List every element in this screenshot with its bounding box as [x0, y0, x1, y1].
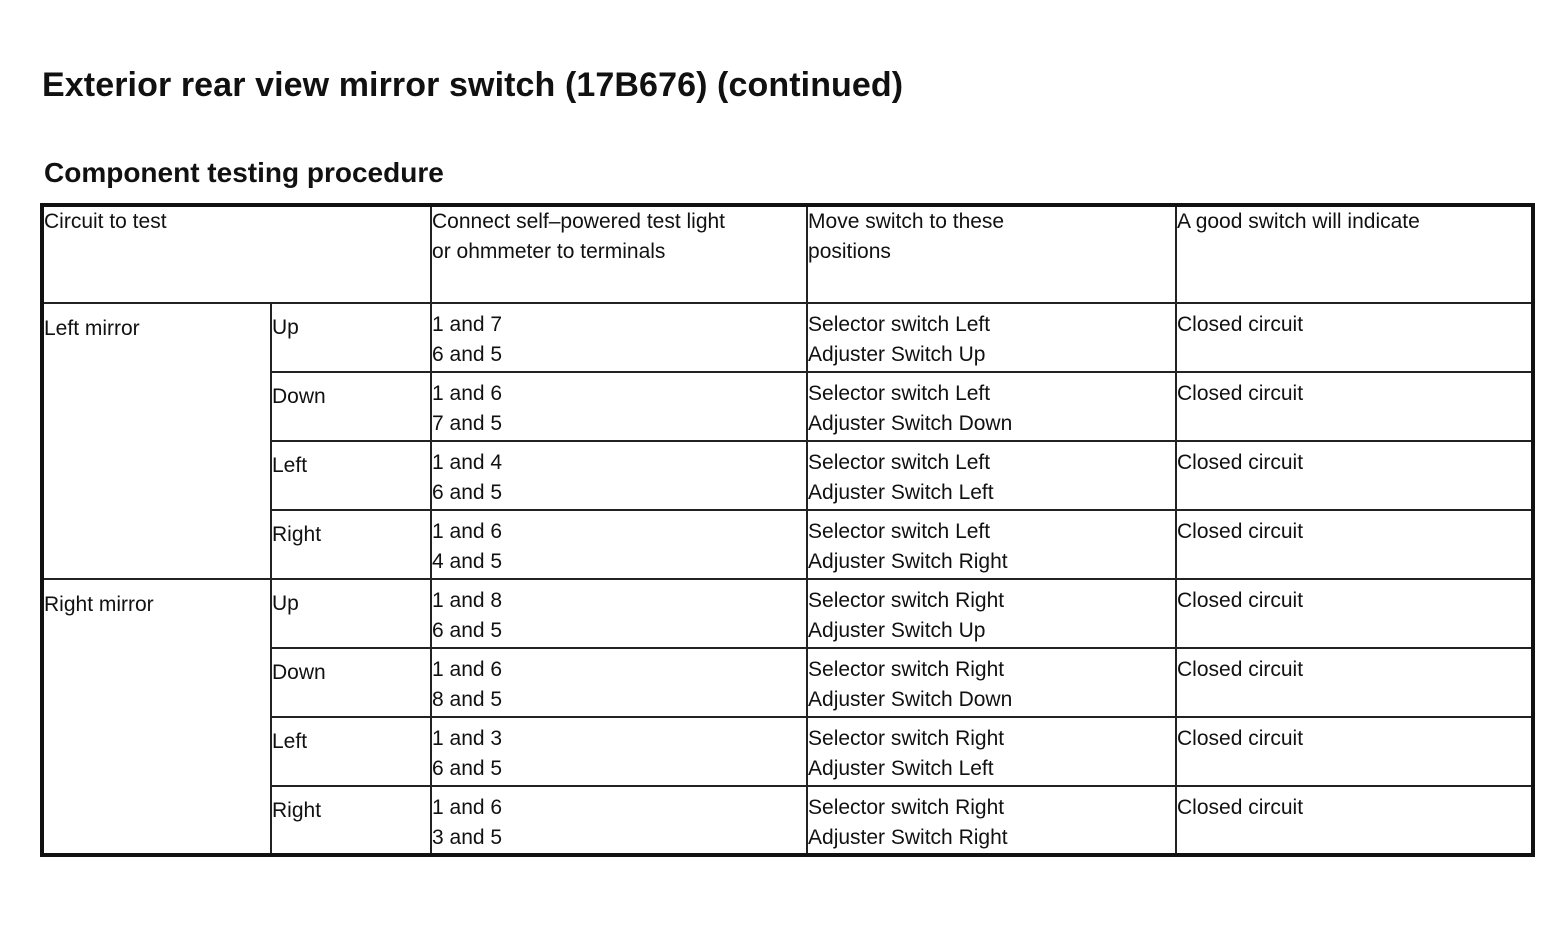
- switch-position: Adjuster Switch Down: [808, 411, 1013, 435]
- terminal-pair: 3 and 5: [432, 825, 503, 849]
- result-cell: Closed circuit: [1176, 648, 1533, 717]
- header-circuit-to-test: Circuit to test: [42, 205, 431, 303]
- terminal-pair: 1 and 6: [432, 796, 503, 819]
- direction-cell: Up: [271, 579, 431, 648]
- table-header-row: [42, 205, 1533, 303]
- terminals-cell: [431, 579, 807, 648]
- switch-position: Adjuster Switch Left: [808, 756, 994, 780]
- switch-position: Adjuster Switch Right: [808, 549, 1008, 573]
- terminal-pair: 6 and 5: [432, 342, 503, 366]
- terminals-cell: [431, 717, 807, 786]
- page-title: Exterior rear view mirror switch (17B676) (continued): [42, 66, 904, 104]
- terminal-pair: 1 and 6: [432, 520, 503, 543]
- header-good-switch-indicates: A good switch will indicate: [1176, 205, 1533, 303]
- direction-cell: Down: [271, 648, 431, 717]
- terminals-cell: [431, 510, 807, 579]
- switch-position: Selector switch Left: [808, 451, 991, 474]
- terminal-pair: 4 and 5: [432, 549, 503, 573]
- positions-cell: [807, 717, 1176, 786]
- result-cell: Closed circuit: [1176, 510, 1533, 579]
- terminals-cell: [431, 786, 807, 855]
- terminal-pair: 7 and 5: [432, 411, 503, 435]
- switch-position: Adjuster Switch Up: [808, 618, 986, 642]
- positions-cell: [807, 372, 1176, 441]
- terminal-pair: 1 and 4: [432, 451, 503, 474]
- result-cell: Closed circuit: [1176, 717, 1533, 786]
- switch-position: Selector switch Right: [808, 796, 1005, 819]
- terminal-pair: 6 and 5: [432, 618, 503, 642]
- terminal-pair: 1 and 3: [432, 727, 503, 750]
- terminal-pair: 6 and 5: [432, 480, 503, 504]
- terminal-pair: 1 and 8: [432, 589, 503, 612]
- switch-position: Adjuster Switch Down: [808, 687, 1013, 711]
- terminals-cell: [431, 648, 807, 717]
- direction-cell: Left: [271, 717, 431, 786]
- terminal-pair: 8 and 5: [432, 687, 503, 711]
- terminals-cell: [431, 303, 807, 372]
- positions-cell: [807, 303, 1176, 372]
- direction-cell: Right: [271, 786, 431, 855]
- result-cell: Closed circuit: [1176, 441, 1533, 510]
- switch-position: Adjuster Switch Left: [808, 480, 994, 504]
- switch-position: Adjuster Switch Up: [808, 342, 986, 366]
- terminal-pair: 1 and 6: [432, 658, 503, 681]
- table-row: [42, 303, 1533, 372]
- component-testing-table: [40, 203, 1535, 857]
- positions-cell: [807, 648, 1176, 717]
- switch-position: Adjuster Switch Right: [808, 825, 1008, 849]
- table-row: [42, 579, 1533, 648]
- positions-cell: [807, 786, 1176, 855]
- terminal-pair: 1 and 6: [432, 382, 503, 405]
- result-cell: Closed circuit: [1176, 372, 1533, 441]
- mirror-label: Left mirror: [42, 303, 271, 579]
- positions-cell: [807, 441, 1176, 510]
- switch-position: Selector switch Left: [808, 382, 991, 405]
- result-cell: Closed circuit: [1176, 303, 1533, 372]
- mirror-label: Right mirror: [42, 579, 271, 855]
- result-cell: Closed circuit: [1176, 579, 1533, 648]
- positions-cell: [807, 579, 1176, 648]
- section-title: Component testing procedure: [44, 157, 444, 188]
- terminals-cell: [431, 372, 807, 441]
- direction-cell: Right: [271, 510, 431, 579]
- positions-cell: [807, 510, 1176, 579]
- switch-position: Selector switch Right: [808, 589, 1005, 612]
- switch-position: Selector switch Left: [808, 313, 991, 336]
- terminal-pair: 6 and 5: [432, 756, 503, 780]
- switch-position: Selector switch Left: [808, 520, 991, 543]
- direction-cell: Down: [271, 372, 431, 441]
- switch-position: Selector switch Right: [808, 727, 1005, 750]
- direction-cell: Up: [271, 303, 431, 372]
- header-move-switch: Move switch to these positions: [807, 205, 1176, 303]
- direction-cell: Left: [271, 441, 431, 510]
- result-cell: Closed circuit: [1176, 786, 1533, 855]
- table-body: [42, 303, 1533, 855]
- terminal-pair: 1 and 7: [432, 313, 503, 336]
- header-connect-terminals: Connect self–powered test light or ohmmeter to terminals: [431, 205, 807, 303]
- switch-position: Selector switch Right: [808, 658, 1005, 681]
- terminals-cell: [431, 441, 807, 510]
